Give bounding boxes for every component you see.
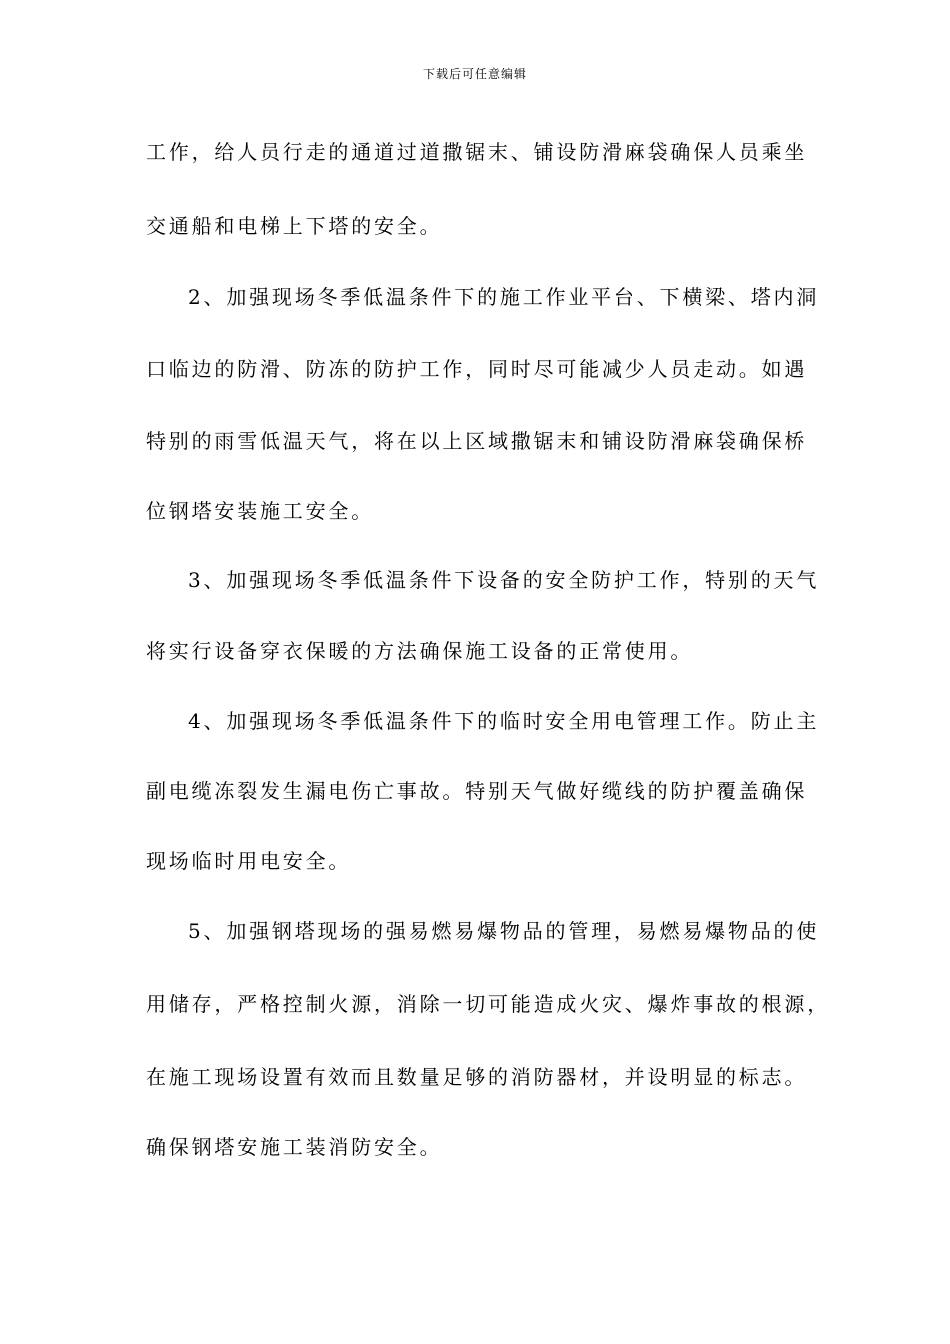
text-line: 在施工现场设置有效而且数量足够的消防器材，并设明显的标志。 xyxy=(146,1065,808,1089)
text-line: 用储存，严格控制火源，消除一切可能造成火灾、爆炸事故的根源， xyxy=(146,992,830,1016)
text-line: 现场临时用电安全。 xyxy=(146,849,352,873)
text-line: 工作，给人员行走的通道过道撒锯末、铺设防滑麻袋确保人员乘坐 xyxy=(146,140,808,164)
text-line: 口临边的防滑、防冻的防护工作，同时尽可能减少人员走动。如遇 xyxy=(146,357,808,381)
paragraph-2-line: 2、加强现场冬季低温条件下的施工作业平台、下横梁、塔内洞 xyxy=(188,285,820,309)
text-line: 副电缆冻裂发生漏电伤亡事故。特别天气做好缆线的防护覆盖确保 xyxy=(146,779,808,803)
paragraph-3-line: 3、加强现场冬季低温条件下设备的安全防护工作，特别的天气 xyxy=(188,568,820,592)
paragraph-5-line: 5、加强钢塔现场的强易燃易爆物品的管理，易燃易爆物品的使 xyxy=(188,919,820,943)
text-line: 确保钢塔安施工装消防安全。 xyxy=(146,1135,443,1159)
text-line: 特别的雨雪低温天气，将在以上区域撒锯末和铺设防滑麻袋确保桥 xyxy=(146,429,808,453)
text-line: 将实行设备穿衣保暖的方法确保施工设备的正常使用。 xyxy=(146,639,694,663)
paragraph-4-line: 4、加强现场冬季低温条件下的临时安全用电管理工作。防止主 xyxy=(188,709,820,733)
text-line: 交通船和电梯上下塔的安全。 xyxy=(146,214,443,238)
text-line: 位钢塔安装施工安全。 xyxy=(146,499,374,523)
page-header: 下载后可任意编辑 xyxy=(422,67,527,81)
